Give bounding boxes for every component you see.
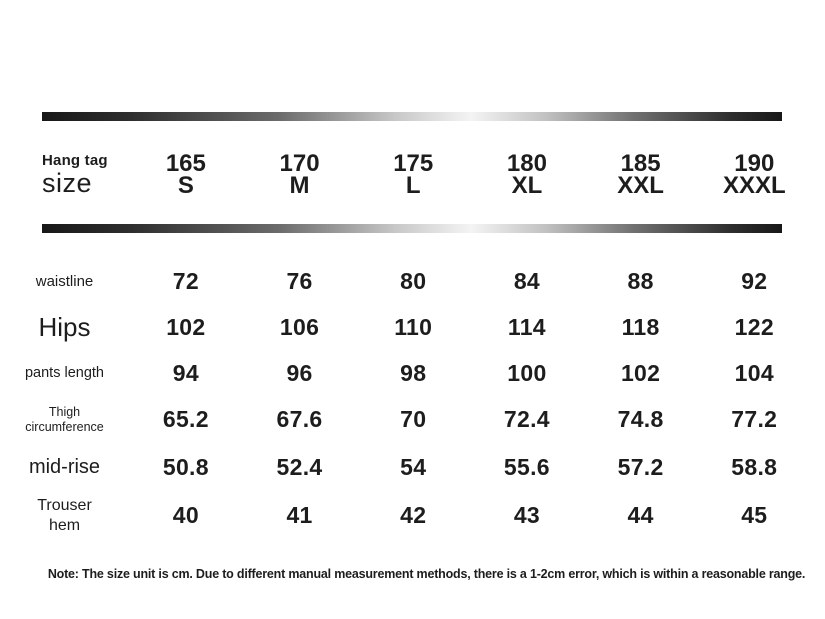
size-number: 175 — [393, 150, 434, 177]
table-cell: 55.6 — [503, 454, 550, 480]
measurement-rows — [0, 258, 811, 540]
table-cell: 58.8 — [731, 454, 778, 480]
table-cell: 65.2 — [162, 406, 209, 432]
table-cell: 72.4 — [503, 406, 550, 432]
size-letter: XL — [511, 172, 543, 199]
column-header-m — [243, 150, 357, 199]
table-cell: 100 — [507, 359, 547, 386]
table-cell: 43 — [513, 502, 540, 528]
table-row-trouser-hem — [0, 491, 811, 540]
table-cell: 72 — [172, 267, 199, 294]
table-cell: 50.8 — [162, 454, 209, 480]
table-row-hips — [0, 304, 811, 351]
table-cell: 92 — [741, 267, 768, 294]
table-cell: 104 — [734, 359, 774, 386]
size-header-row — [0, 138, 811, 212]
row-label-line1: Thigh — [48, 404, 81, 419]
top-divider-bar — [42, 112, 782, 121]
row-label: mid-rise — [28, 456, 101, 478]
table-row-waistline — [0, 258, 811, 304]
table-cell: 80 — [400, 267, 427, 294]
size-number: 170 — [279, 150, 320, 177]
table-cell: 54 — [400, 454, 427, 480]
table-cell: 114 — [507, 314, 546, 340]
row-label-line2: circumference — [25, 419, 104, 434]
size-letter: XXL — [617, 172, 664, 199]
size-letter: S — [177, 172, 194, 199]
table-row-mid-rise — [0, 444, 811, 491]
table-cell: 102 — [166, 314, 206, 340]
table-cell: 76 — [286, 267, 313, 294]
note-text: Note: The size unit is cm. Due to different manual measurement methods, there is a 1-2cm error, which is within a reasonable range. — [47, 567, 806, 581]
table-cell: 42 — [400, 502, 427, 528]
table-cell: 122 — [734, 314, 774, 340]
table-cell: 98 — [400, 359, 427, 386]
row-label: Hips — [38, 312, 91, 342]
table-cell: 41 — [286, 502, 313, 528]
size-letter: XXXL — [722, 172, 786, 199]
row-label: pants length — [24, 365, 104, 381]
header-label-hang-tag-size — [0, 153, 129, 197]
table-cell: 88 — [627, 267, 654, 294]
table-cell: 94 — [172, 359, 199, 386]
size-letter: L — [405, 172, 421, 199]
table-cell: 77.2 — [731, 406, 778, 432]
table-cell: 45 — [741, 502, 768, 528]
table-row-thigh-circumference — [0, 395, 811, 444]
row-label — [0, 496, 129, 536]
header-label-line2: size — [42, 167, 93, 198]
column-header-s — [129, 150, 243, 199]
size-number: 185 — [620, 150, 661, 177]
column-header-xl — [470, 150, 584, 199]
table-cell: 52.4 — [276, 454, 323, 480]
table-cell: 102 — [620, 359, 661, 386]
size-number: 180 — [506, 150, 547, 177]
table-row-pants-length — [0, 351, 811, 395]
row-label-line1: Trouser — [37, 496, 92, 514]
table-cell: 110 — [394, 314, 433, 340]
size-number: 165 — [165, 150, 206, 177]
table-cell: 57.2 — [617, 454, 664, 480]
column-header-xxl — [584, 150, 698, 199]
table-cell: 40 — [172, 502, 199, 528]
table-cell: 118 — [621, 314, 660, 340]
table-cell: 106 — [279, 314, 320, 340]
table-cell: 44 — [627, 502, 654, 528]
middle-divider-bar — [42, 224, 782, 233]
row-label — [0, 405, 129, 435]
table-cell: 74.8 — [617, 406, 664, 432]
table-cell: 96 — [286, 359, 313, 386]
row-label-line2: hem — [48, 516, 81, 534]
table-cell: 84 — [513, 267, 540, 294]
column-header-xxxl — [697, 150, 811, 199]
row-label: waistline — [35, 272, 94, 290]
size-number: 190 — [734, 150, 775, 177]
header-label-line1: Hang tag — [42, 151, 108, 169]
size-letter: M — [289, 172, 310, 199]
column-header-l — [356, 150, 470, 199]
table-cell: 67.6 — [276, 406, 323, 432]
table-cell: 70 — [400, 406, 427, 432]
